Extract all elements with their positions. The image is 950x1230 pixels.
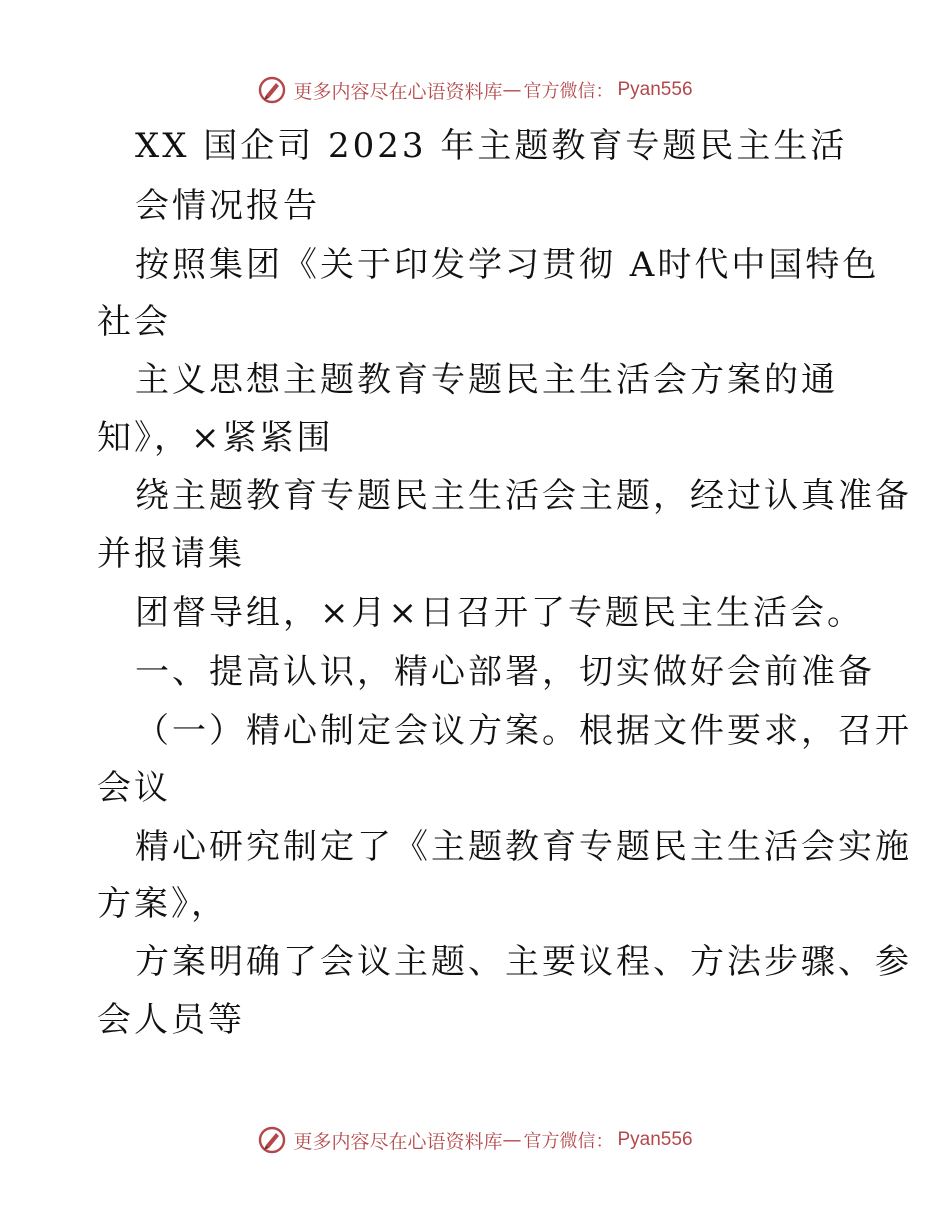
- wechat-id: Pyan556: [617, 79, 693, 100]
- banner-dash: —: [502, 79, 522, 101]
- wechat-label: 官方微信：: [523, 81, 614, 102]
- banner-text: 更多内容尽在心语资料库: [293, 1130, 503, 1153]
- doc-title-line-1: XX 国企司 2023 年主题教育专题民主生活: [135, 126, 848, 166]
- paragraph-line: 知》，×紧紧围: [97, 418, 334, 458]
- paragraph-line: 社会: [97, 302, 171, 342]
- paragraph-line: 会议: [97, 768, 171, 808]
- paragraph-line: 方案》，: [97, 884, 228, 924]
- pen-seal-icon: [257, 1125, 287, 1155]
- wechat-label: 官方微信：: [523, 1131, 614, 1152]
- paragraph-line: 按照集团《关于印发学习贯彻 A时代中国特色: [135, 245, 880, 285]
- subsection-heading: （一）精心制定会议方案。根据文件要求，召开: [135, 711, 912, 751]
- paragraph-line: 团督导组，×月×日召开了专题民主生活会。: [135, 593, 864, 633]
- header-banner: [0, 70, 950, 110]
- paragraph-line: 并报请集: [97, 534, 245, 574]
- banner-dash: —: [502, 1129, 522, 1151]
- section-heading: 一、提高认识，精心部署，切实做好会前准备: [135, 652, 875, 692]
- paragraph-line: 精心研究制定了《主题教育专题民主生活会实施: [135, 827, 912, 867]
- paragraph-line: 方案明确了会议主题、主要议程、方法步骤、参: [135, 942, 912, 982]
- doc-title-line-2: 会情况报告: [135, 186, 320, 226]
- paragraph-line: 绕主题教育专题民主生活会主题，经过认真准备: [135, 476, 912, 516]
- paragraph-line: 主义思想主题教育专题民主生活会方案的通: [135, 360, 838, 400]
- pen-seal-icon: [257, 75, 287, 105]
- footer-banner: [0, 1120, 950, 1160]
- paragraph-line: 会人员等: [97, 1000, 245, 1040]
- wechat-id: Pyan556: [617, 1129, 693, 1150]
- banner-text: 更多内容尽在心语资料库: [293, 80, 503, 103]
